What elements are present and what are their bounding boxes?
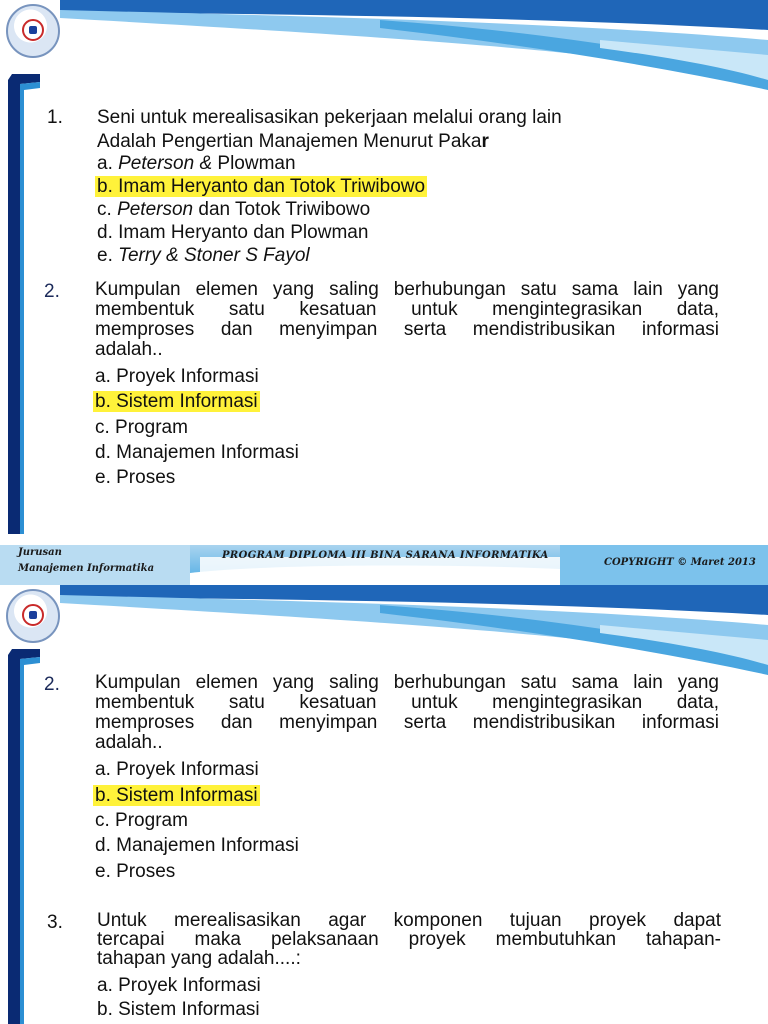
footer-program: PROGRAM DIPLOMA III BINA SARANA INFORMATIKA [222,550,549,561]
question-1-number: 1. [47,107,63,128]
q1-option-a-rest: Plowman [212,153,296,174]
q2-option-a: a. Proyek Informasi [95,366,259,387]
q3-line-1: Untuk merealisasikan agar komponen tujuan proyek dapat [97,910,721,931]
q3-line-3: tahapan yang adalah....: [97,948,301,969]
question-1-line-1: Seni untuk merealisasikan pekerjaan melalui orang lain [97,107,562,128]
q1-option-c-rest: dan Totok Triwibowo [193,199,371,220]
question-2-text [95,673,719,753]
q2-line-4: adalah.. [95,339,163,360]
q1-option-e-italic: Terry & Stoner S Fayol [118,245,310,266]
q1-option-a-italic: Peterson & [118,153,213,174]
q2-line-3: memproses dan menyimpan serta mendistribusikan informasi [95,319,719,340]
q2-option-d: d. Manajemen Informasi [95,835,299,856]
header-swoosh [0,0,768,90]
q1-option-c [97,198,370,221]
q2-line-1: Kumpulan elemen yang saling berhubungan satu sama lain yang [95,672,719,693]
q2-option-e: e. Proses [95,467,176,488]
question-3-text [97,911,721,968]
q3-option-a: a. Proyek Informasi [97,975,261,996]
q2-line-4: adalah.. [95,732,163,753]
q1-option-e [97,244,310,267]
q2-option-c: c. Program [95,417,188,438]
q1-option-a-prefix: a. [97,153,119,174]
slide-2 [0,585,768,1024]
q2-line-2: membentuk satu kesatuan untuk mengintegrasikan data, [95,692,719,713]
q1-option-d: d. Imam Heryanto dan Plowman [97,222,369,243]
q1-option-c-prefix: c. [97,199,118,220]
header-swoosh [0,585,768,675]
footer-department-line-1: Jurusan [18,547,62,558]
q1-option-a [97,152,296,175]
q1-option-e-prefix: e. [97,245,119,266]
slide-footer [0,520,768,585]
q2-line-3: memproses dan menyimpan serta mendistribusikan informasi [95,712,719,733]
q2-option-c: c. Program [95,810,188,831]
question-1-line-2-bold: r [481,131,489,152]
question-3-number: 3. [47,912,63,933]
left-bracket [0,74,40,534]
question-2-number: 2. [44,674,60,695]
question-1-line-2-text: Adalah Pengertian Manajemen Menurut Paka [97,131,482,152]
q2-line-2: membentuk satu kesatuan untuk mengintegrasikan data, [95,299,719,320]
q2-option-e: e. Proses [95,861,176,882]
footer-department [18,545,154,577]
bsi-logo [6,4,60,58]
q3-line-2: tercapai maka pelaksanaan proyek membutuhkan tahapan- [97,929,721,950]
q1-option-c-italic: Peterson [117,199,194,220]
question-1-line-2 [97,130,489,153]
q2-option-b [93,390,260,413]
q2-line-1: Kumpulan elemen yang saling berhubungan satu sama lain yang [95,279,719,300]
left-bracket [0,649,40,1024]
footer-copyright: COPYRIGHT © Maret 2013 [604,557,756,568]
question-2-text [95,280,719,360]
q2-option-d: d. Manajemen Informasi [95,442,299,463]
q1-option-b-highlight: b. Imam Heryanto dan Totok Triwibowo [97,176,426,197]
question-2-number: 2. [44,281,60,302]
bsi-logo [6,589,60,643]
q3-option-b: b. Sistem Informasi [97,999,260,1020]
q2-option-b-highlight: b. Sistem Informasi [95,785,258,806]
q1-option-b [95,175,427,198]
q2-option-b-highlight: b. Sistem Informasi [95,391,258,412]
q2-option-b [93,784,260,807]
footer-department-line-2: Manajemen Informatika [18,563,155,574]
q2-option-a: a. Proyek Informasi [95,759,259,780]
